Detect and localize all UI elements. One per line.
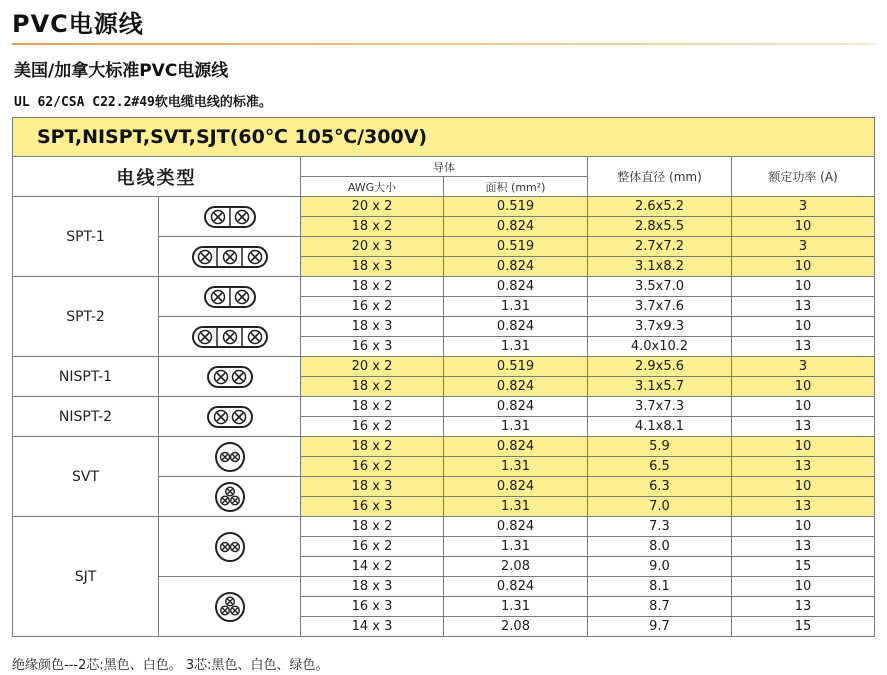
- rating-cell: 10: [732, 317, 875, 337]
- area-cell: 0.519: [444, 237, 588, 257]
- awg-cell: 16 x 2: [301, 457, 444, 477]
- diameter-cell: 3.7x7.3: [588, 397, 732, 417]
- flat-3-core-icon: [159, 325, 300, 349]
- rating-cell: 10: [732, 477, 875, 497]
- awg-cell: 18 x 2: [301, 277, 444, 297]
- awg-cell: 16 x 3: [301, 597, 444, 617]
- rating-cell: 15: [732, 617, 875, 637]
- diameter-cell: 7.3: [588, 517, 732, 537]
- table-row: [13, 437, 875, 457]
- area-cell: 1.31: [444, 497, 588, 517]
- area-cell: 0.824: [444, 517, 588, 537]
- header-rating: 额定功率 (A): [732, 157, 875, 197]
- awg-cell: 16 x 3: [301, 497, 444, 517]
- round-2-core-icon: [159, 441, 300, 473]
- awg-cell: 16 x 2: [301, 297, 444, 317]
- rating-cell: 10: [732, 397, 875, 417]
- awg-cell: 18 x 3: [301, 577, 444, 597]
- area-cell: 1.31: [444, 597, 588, 617]
- round-3-core-icon: [159, 591, 300, 623]
- diameter-cell: 8.7: [588, 597, 732, 617]
- area-cell: 1.31: [444, 297, 588, 317]
- area-cell: 0.824: [444, 477, 588, 497]
- awg-cell: 14 x 3: [301, 617, 444, 637]
- awg-cell: 18 x 2: [301, 437, 444, 457]
- page-title: PVC电源线: [12, 10, 144, 38]
- rating-cell: 13: [732, 597, 875, 617]
- awg-cell: 20 x 3: [301, 237, 444, 257]
- diameter-cell: 8.1: [588, 577, 732, 597]
- awg-cell: 18 x 2: [301, 517, 444, 537]
- cable-cross-section-cell: [159, 317, 301, 357]
- rating-cell: 10: [732, 277, 875, 297]
- diameter-cell: 2.8x5.5: [588, 217, 732, 237]
- rating-cell: 10: [732, 577, 875, 597]
- area-cell: 0.824: [444, 577, 588, 597]
- table-row: [13, 397, 875, 417]
- cable-cross-section-cell: [159, 397, 301, 437]
- area-cell: 0.824: [444, 317, 588, 337]
- rating-cell: 10: [732, 437, 875, 457]
- awg-cell: 16 x 2: [301, 537, 444, 557]
- area-cell: 0.824: [444, 277, 588, 297]
- table-row: [13, 517, 875, 537]
- rating-cell: 3: [732, 357, 875, 377]
- area-cell: 0.824: [444, 437, 588, 457]
- diameter-cell: 4.1x8.1: [588, 417, 732, 437]
- header-wire-type: 电线类型: [13, 157, 301, 197]
- awg-cell: 18 x 2: [301, 397, 444, 417]
- diameter-cell: 8.0: [588, 537, 732, 557]
- diameter-cell: 9.7: [588, 617, 732, 637]
- diameter-cell: 6.3: [588, 477, 732, 497]
- wire-type-name: SJT: [13, 517, 159, 637]
- diameter-cell: 3.7x7.6: [588, 297, 732, 317]
- awg-cell: 16 x 2: [301, 417, 444, 437]
- standard-line: UL 62/CSA C22.2#49软电缆电线的标准。: [14, 95, 272, 110]
- awg-cell: 20 x 2: [301, 357, 444, 377]
- area-cell: 1.31: [444, 417, 588, 437]
- round-2-core-icon: [159, 531, 300, 563]
- table-banner: SPT,NISPT,SVT,SJT(60℃ 105℃/300V): [13, 118, 875, 157]
- rating-cell: 13: [732, 417, 875, 437]
- header-diameter: 整体直径 (mm): [588, 157, 732, 197]
- cable-cross-section-cell: [159, 197, 301, 237]
- page-subtitle: 美国/加拿大标准PVC电源线: [14, 61, 229, 81]
- diameter-cell: 3.5x7.0: [588, 277, 732, 297]
- area-cell: 2.08: [444, 617, 588, 637]
- diameter-cell: 4.0x10.2: [588, 337, 732, 357]
- awg-cell: 18 x 2: [301, 217, 444, 237]
- area-cell: 0.824: [444, 377, 588, 397]
- oval-2-core-icon: [159, 405, 300, 429]
- area-cell: 0.824: [444, 257, 588, 277]
- cable-cross-section-cell: [159, 277, 301, 317]
- diameter-cell: 9.0: [588, 557, 732, 577]
- rating-cell: 10: [732, 377, 875, 397]
- rating-cell: 3: [732, 237, 875, 257]
- cable-cross-section-cell: [159, 437, 301, 477]
- cable-cross-section-cell: [159, 477, 301, 517]
- area-cell: 0.519: [444, 197, 588, 217]
- area-cell: 1.31: [444, 337, 588, 357]
- oval-2-core-icon: [159, 365, 300, 389]
- cable-cross-section-cell: [159, 357, 301, 397]
- rating-cell: 10: [732, 257, 875, 277]
- flat-2-core-icon: [159, 205, 300, 229]
- rating-cell: 3: [732, 197, 875, 217]
- area-cell: 0.824: [444, 397, 588, 417]
- area-cell: 1.31: [444, 537, 588, 557]
- awg-cell: 16 x 3: [301, 337, 444, 357]
- awg-cell: 18 x 3: [301, 257, 444, 277]
- flat-3-core-icon: [159, 245, 300, 269]
- wire-type-name: NISPT-1: [13, 357, 159, 397]
- diameter-cell: 2.9x5.6: [588, 357, 732, 377]
- table-row: [13, 277, 875, 297]
- area-cell: 1.31: [444, 457, 588, 477]
- diameter-cell: 3.1x8.2: [588, 257, 732, 277]
- area-cell: 0.824: [444, 217, 588, 237]
- wire-type-name: SVT: [13, 437, 159, 517]
- awg-cell: 14 x 2: [301, 557, 444, 577]
- rating-cell: 10: [732, 217, 875, 237]
- diameter-cell: 3.1x5.7: [588, 377, 732, 397]
- table-row: [13, 197, 875, 217]
- cable-cross-section-cell: [159, 577, 301, 637]
- rating-cell: 15: [732, 557, 875, 577]
- rating-cell: 10: [732, 517, 875, 537]
- awg-cell: 18 x 3: [301, 477, 444, 497]
- header-area: 面积 (mm²): [444, 177, 588, 197]
- diameter-cell: 5.9: [588, 437, 732, 457]
- wire-type-name: SPT-2: [13, 277, 159, 357]
- title-divider: [12, 43, 874, 45]
- cable-cross-section-cell: [159, 517, 301, 577]
- awg-cell: 18 x 3: [301, 317, 444, 337]
- rating-cell: 13: [732, 537, 875, 557]
- rating-cell: 13: [732, 297, 875, 317]
- round-3-core-icon: [159, 481, 300, 513]
- cable-cross-section-cell: [159, 237, 301, 277]
- awg-cell: 18 x 2: [301, 377, 444, 397]
- table-row: [13, 357, 875, 377]
- rating-cell: 13: [732, 497, 875, 517]
- flat-2-core-icon: [159, 285, 300, 309]
- wire-type-name: SPT-1: [13, 197, 159, 277]
- diameter-cell: 2.6x5.2: [588, 197, 732, 217]
- rating-cell: 13: [732, 337, 875, 357]
- header-conductor: 导体: [301, 157, 588, 177]
- wire-type-name: NISPT-2: [13, 397, 159, 437]
- rating-cell: 13: [732, 457, 875, 477]
- header-awg: AWG大小: [301, 177, 444, 197]
- awg-cell: 20 x 2: [301, 197, 444, 217]
- diameter-cell: 6.5: [588, 457, 732, 477]
- diameter-cell: 3.7x9.3: [588, 317, 732, 337]
- area-cell: 0.519: [444, 357, 588, 377]
- diameter-cell: 7.0: [588, 497, 732, 517]
- cable-spec-table: [12, 117, 875, 637]
- area-cell: 2.08: [444, 557, 588, 577]
- insulation-color-note: 绝缘颜色---2芯:黑色、白色。 3芯:黑色、白色、绿色。: [12, 658, 329, 673]
- diameter-cell: 2.7x7.2: [588, 237, 732, 257]
